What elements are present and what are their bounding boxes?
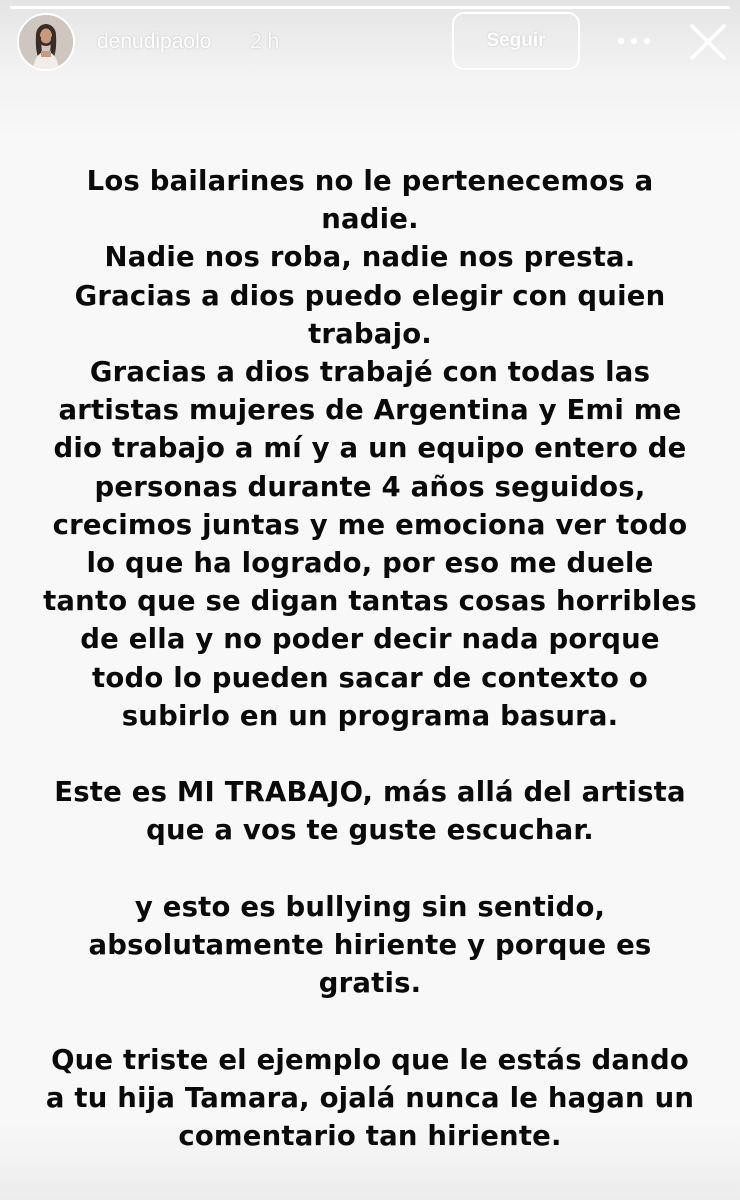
story-paragraph: Que triste el ejemplo que le estás dando a tu hija Tamara, ojalá nunca le hagan un comentario tan hiriente. — [45, 1043, 695, 1153]
story-text — [40, 162, 700, 1155]
story-paragraph: Los bailarines no le pertenecemos a nadie. Nadie nos roba, nadie nos presta. Gracias a dios puedo elegir con quien trabajo. Gracias a dios trabajé con todas las artistas mujeres de Argentina y Emi me dio trabajo a mí y a un equipo entero de personas durante 4 años seguidos, crecimos juntas y me emociona ver todo lo que ha logrado, por eso me duele tanto que se digan tantas cosas horribles de ella y no poder decir nada porque todo lo pueden sacar de contexto o subirlo en un programa basura. — [43, 165, 697, 732]
story-header — [0, 0, 740, 84]
close-button[interactable] — [684, 18, 732, 66]
story-paragraph: Este es MI TRABAJO, más allá del artista que a vos te guste escuchar. — [54, 776, 686, 847]
close-icon — [688, 22, 728, 62]
more-horizontal-icon — [614, 36, 654, 46]
story-paragraph: y esto es bullying sin sentido, absolutamente hiriente y porque es gratis. — [88, 890, 652, 1000]
more-options-button[interactable] — [612, 26, 656, 56]
profile-photo-icon — [19, 15, 73, 69]
avatar[interactable] — [17, 13, 75, 71]
follow-button[interactable]: Seguir — [452, 12, 580, 70]
story-timestamp: 2 h — [250, 30, 280, 53]
username[interactable]: denudipaolo — [97, 30, 212, 53]
